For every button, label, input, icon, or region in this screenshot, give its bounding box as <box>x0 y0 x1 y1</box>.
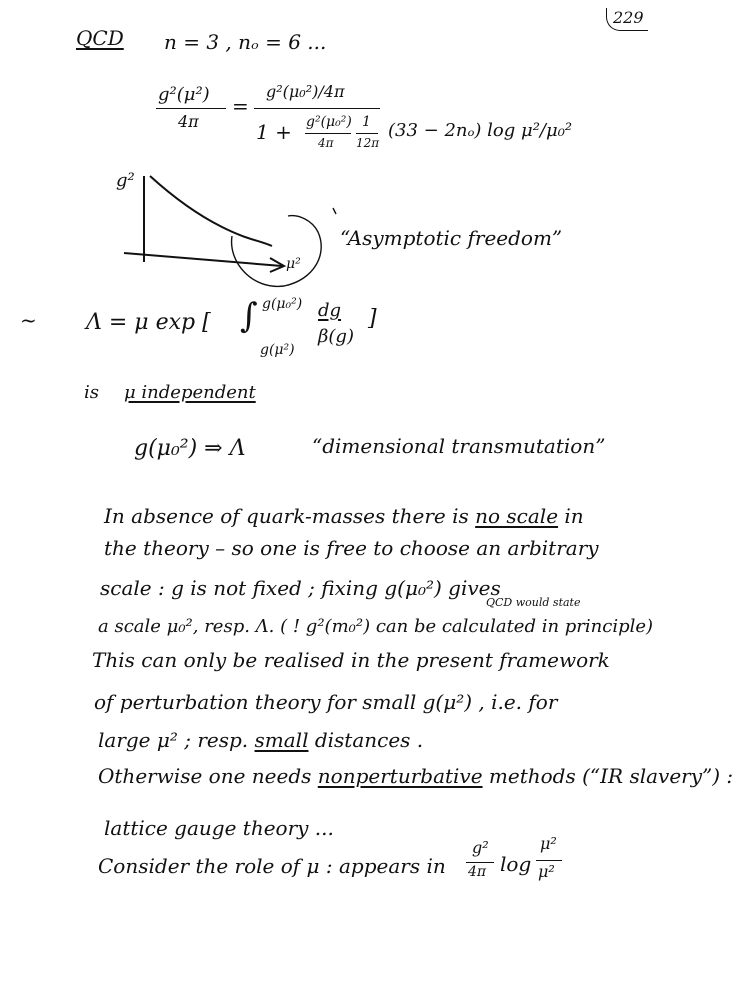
line10-log: log <box>500 852 532 876</box>
mu-independent: μ independent <box>124 382 256 403</box>
formula1-rhs-den-log: (33 − 2nₒ) log μ²/μ₀² <box>388 120 573 141</box>
paragraph-line-4-note: QCD would state <box>486 596 581 609</box>
integrand-denominator: β(g) <box>318 326 354 347</box>
bracket-close: ] <box>368 306 377 331</box>
topic-heading: QCD <box>76 26 124 50</box>
paragraph-line-5: This can only be realised in the present framework <box>92 648 610 672</box>
paragraph-line-3: scale : g is not fixed ; fixing g(μ₀²) gives <box>100 576 501 600</box>
paragraph-line-4: a scale μ₀², resp. Λ. ( ! g²(m₀²) can be calculated in principle) <box>98 616 654 637</box>
formula1-rhs-den-twelve-pi: 12π <box>356 136 380 150</box>
parameters: n = 3 , nₒ = 6 ... <box>164 30 327 54</box>
sketch-x-label: μ² <box>286 256 301 272</box>
dimensional-transmutation-note: “dimensional transmutation” <box>312 434 606 458</box>
paragraph-line-7 <box>98 728 423 752</box>
formula1-lhs-numerator: g²(μ²) <box>158 84 210 105</box>
no-scale: no scale <box>475 504 559 528</box>
paragraph-line-1-b: in <box>564 504 584 528</box>
paragraph-line-9: lattice gauge theory ... <box>104 816 334 840</box>
paragraph-line-8 <box>98 764 733 788</box>
lambda-lhs: Λ = μ exp [ <box>86 310 211 335</box>
paragraph-line-7-b: distances . <box>314 728 424 752</box>
line10-log-den: μ² <box>538 862 555 881</box>
sketch-y-label: g² <box>116 170 135 191</box>
formula1-rhs-den-coupling-den: 4π <box>318 136 334 150</box>
paragraph-line-1-a: In absence of quark-masses there is <box>104 504 469 528</box>
nonperturbative-word: nonperturbative <box>317 764 483 788</box>
paragraph-line-1 <box>104 504 584 528</box>
line10-log-bar <box>536 860 562 861</box>
is-word: is <box>84 382 99 403</box>
small-word: small <box>254 728 309 752</box>
integrand-numerator: dg <box>318 300 342 321</box>
formula1-rhs-den-coupling: g²(μ₀²) <box>306 114 352 130</box>
asymptotic-freedom-note: “Asymptotic freedom” <box>340 226 563 250</box>
formula1-rhs-den-one-plus: 1 + <box>256 120 292 144</box>
paragraph-line-10: Consider the role of μ : appears in <box>98 854 446 878</box>
formula1-rhs-numerator: g²(μ₀²)/4π <box>266 82 345 101</box>
page-number: 229 <box>606 8 648 31</box>
integral-upper-limit: g(μ₀²) <box>262 296 303 312</box>
paragraph-line-7-a: large μ² ; resp. <box>98 728 249 752</box>
line10-frac-bar <box>466 862 494 863</box>
margin-mark: ~ <box>20 308 37 332</box>
formula1-lhs-denominator: 4π <box>178 112 199 131</box>
line10-frac-num: g² <box>472 838 489 857</box>
paragraph-line-2: the theory – so one is free to choose an arbitrary <box>104 536 599 560</box>
paragraph-line-6: of perturbation theory for small g(μ²) , i.e. for <box>94 690 558 714</box>
integral-sign: ∫ <box>240 296 258 336</box>
paragraph-line-8-a: Otherwise one needs <box>98 764 312 788</box>
line10-log-num: μ² <box>540 834 557 853</box>
transmutation-expression: g(μ₀²) ⇒ Λ <box>134 436 246 461</box>
formula1-equals: = <box>232 94 249 118</box>
paragraph-line-8-b: methods (“IR slavery”) : <box>488 764 733 788</box>
formula1-rhs-den-one: 1 <box>362 114 371 130</box>
integral-lower-limit: g(μ²) <box>260 342 295 358</box>
line10-frac-den: 4π <box>468 864 487 880</box>
